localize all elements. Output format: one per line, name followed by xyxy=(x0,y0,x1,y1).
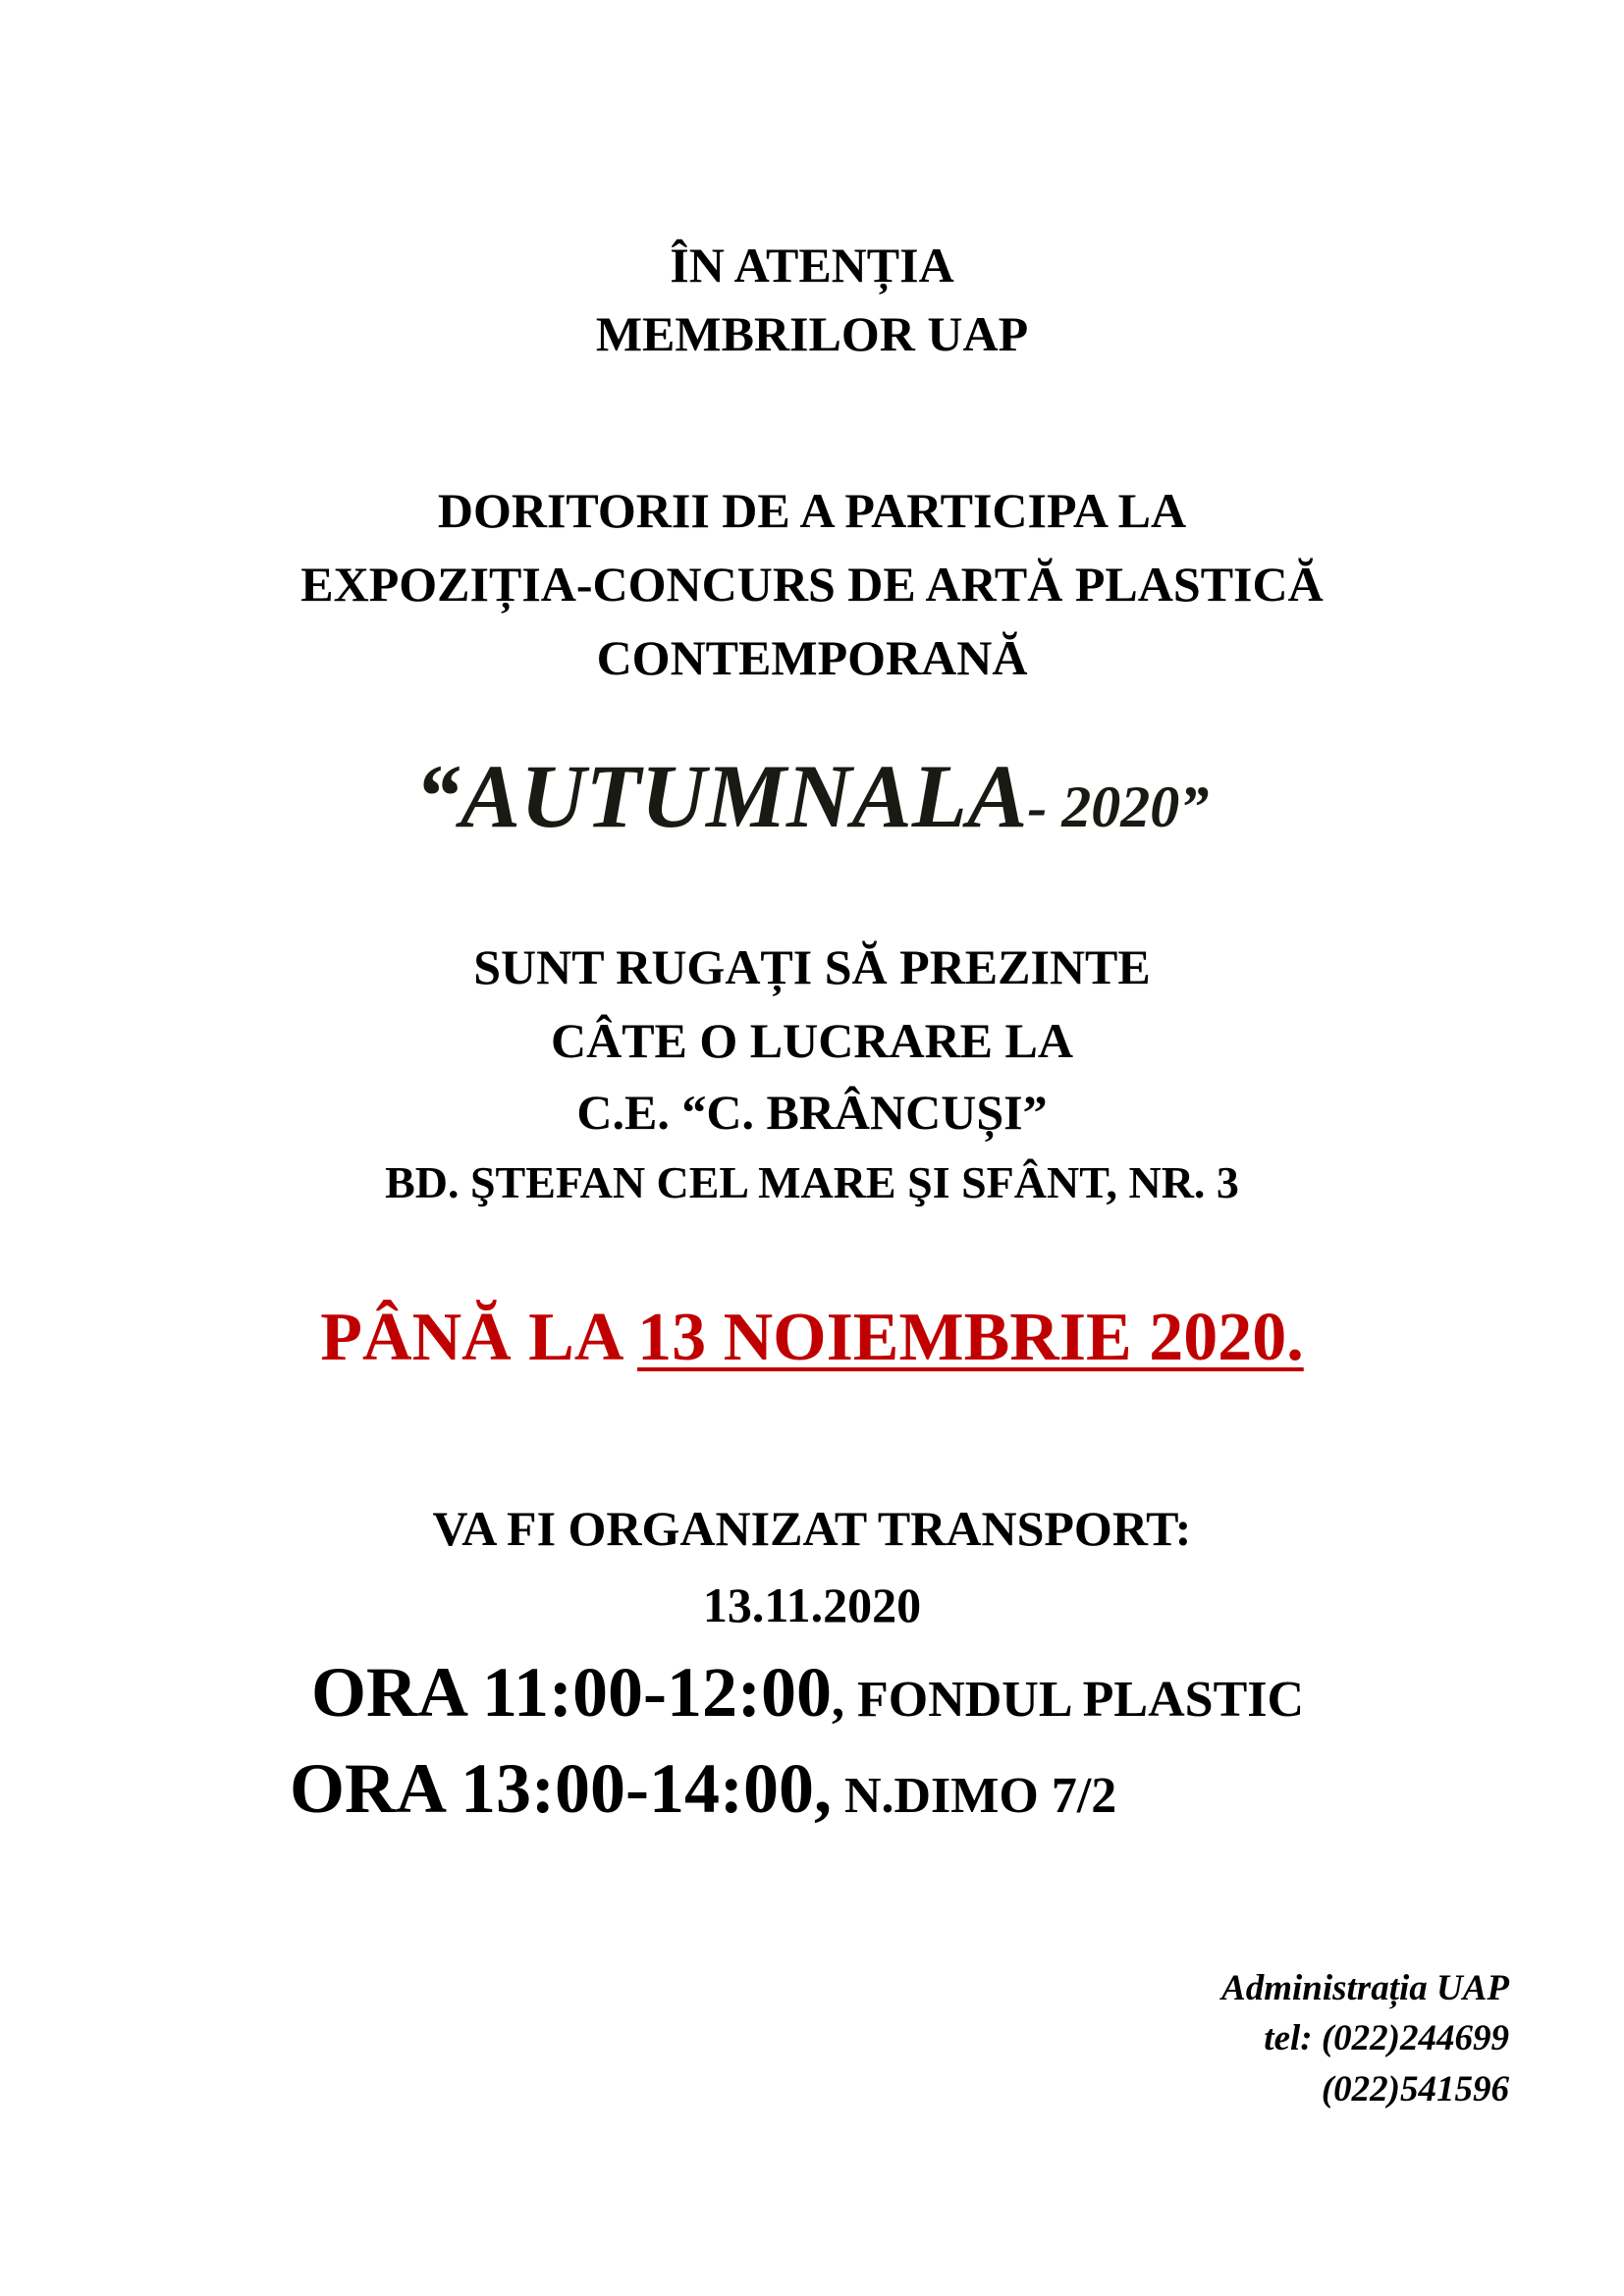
signature-phone-2: (022)541596 xyxy=(1321,2069,1509,2109)
slot-2-place: N.DIMO 7/2 xyxy=(831,1768,1117,1824)
title-close-quote: ” xyxy=(1179,774,1210,839)
slot-1-time: ORA 11:00-12:00 xyxy=(311,1653,832,1732)
title-year: - 2020 xyxy=(1027,774,1180,839)
header-line-1: ÎN ATENȚIA xyxy=(670,238,954,293)
deadline xyxy=(0,1300,1624,1375)
transport-slot-2 xyxy=(290,1749,1117,1828)
intro-line-3: CONTEMPORANĂ xyxy=(596,630,1028,685)
instructions-line-1: SUNT RUGAȚI SĂ PREZINTE xyxy=(473,939,1151,994)
address-line: BD. ŞTEFAN CEL MARE ŞI SFÂNT, NR. 3 xyxy=(385,1157,1239,1207)
instructions-line-3: C.E. “C. BRÂNCUȘI” xyxy=(576,1085,1048,1140)
transport-date: 13.11.2020 xyxy=(702,1577,922,1632)
deadline-date: 13 NOIEMBRIE 2020. xyxy=(637,1300,1304,1375)
instructions-line-2: CÂTE O LUCRARE LA xyxy=(550,1013,1073,1068)
slot-2-time: ORA 13:00-14:00, xyxy=(290,1749,832,1828)
signature-phone-1: tel: (022)244699 xyxy=(1264,2018,1509,2058)
signature-admin: Administrația UAP xyxy=(1221,1968,1509,2008)
intro-line-1: DORITORII DE A PARTICIPA LA xyxy=(437,483,1187,538)
event-title xyxy=(0,746,1624,846)
intro-line-2: EXPOZIȚIA-CONCURS DE ARTĂ PLASTICĂ xyxy=(300,557,1324,612)
header-line-2: MEMBRILOR UAP xyxy=(595,306,1029,361)
transport-heading: VA FI ORGANIZAT TRANSPORT: xyxy=(432,1501,1192,1556)
title-name: AUTUMNALA xyxy=(460,746,1028,846)
transport-slot-1 xyxy=(311,1653,1305,1732)
deadline-prefix: PÂNĂ LA xyxy=(320,1300,638,1375)
title-open-quote: “ xyxy=(414,746,460,846)
slot-1-place: , FONDUL PLASTIC xyxy=(831,1672,1305,1728)
